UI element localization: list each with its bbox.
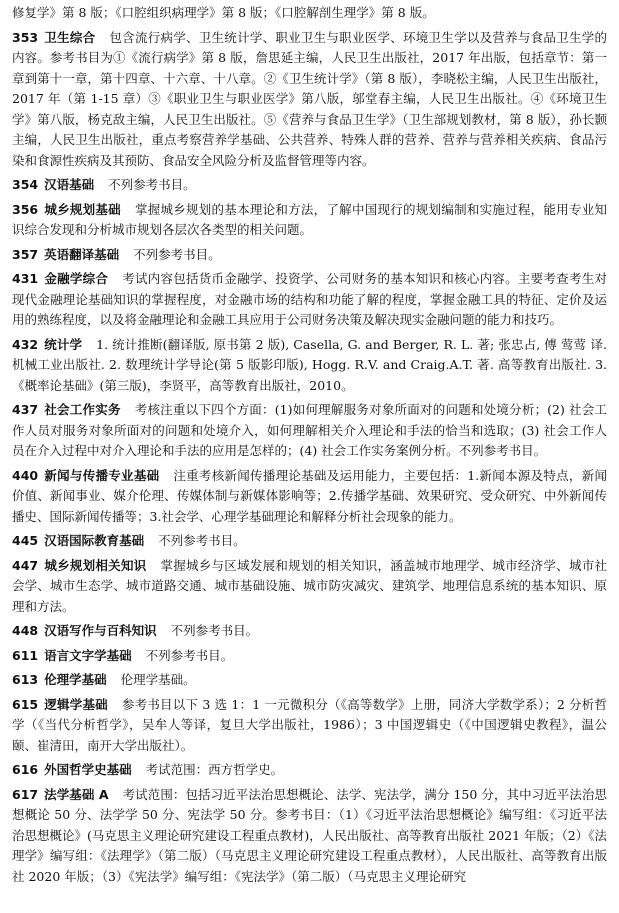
subject-description: 考试范围：西方哲学史。 (145, 762, 284, 777)
subject-name: 汉语写作与百科知识 (44, 623, 157, 638)
subject-name: 新闻与传播专业基础 (44, 467, 160, 483)
subject-description: 1. 统计推断(翻译版, 原书第 2 版), Casella, G. and Berger, R. L. 著; 张忠占, 傅 莺莺 译. 机械工业出版社. 2. 数理统计学导论(第 5 版影印版), Hogg. R.V. and Craig.A.T. 著. 高等教育出版社. 3.《概率论基础》(第三版)，李贤平，高等教育出版社，2010。 (12, 336, 607, 393)
subject-entry (12, 785, 607, 888)
subject-code: 431 (12, 271, 39, 286)
subject-description: 伦理学基础。 (120, 672, 196, 687)
subject-entry (12, 670, 607, 691)
subject-code: 445 (12, 533, 39, 548)
subject-name: 法学基础 A (44, 786, 109, 802)
subject-name: 统计学 (44, 336, 83, 352)
subject-entry (12, 466, 607, 528)
subject-entry (12, 646, 607, 667)
subject-code: 440 (12, 467, 39, 483)
subject-description: 包含流行病学、卫生统计学、职业卫生与职业医学、环境卫生学以及营养与食品卫生学的内容。参考书目为①《流行病学》第 8 版，詹思延主编，人民卫生出版社，2017 年出版，包括章节：第一章到第十一章，第十四章、十六章、十八章。②《卫生统计学》（第 8 版），李晓松主编，人民卫生出版社，2017 年（第 1-15 章）③《职业卫生与职业医学》第八版，邬堂春主编，人民卫生出版社。④《环境卫生学》第八版，杨克敌主编，人民卫生出版社。⑤《营养与食品卫生学》（卫生部规划教材，第 8 版），孙长颢主编，人民卫生出版社，重点考察营养学基础、公共营养、特殊人群的营养、营养与营养相关疾病、食品污染和食源性疾病及其预防、食品安全风险分析及监督管理等内容。 (12, 29, 607, 168)
subject-name: 金融学综合 (44, 271, 109, 286)
subject-code: 354 (12, 177, 39, 192)
subject-entry (12, 621, 607, 642)
subject-name: 语言文字学基础 (44, 647, 132, 663)
subject-code: 356 (12, 201, 39, 217)
subject-description: 参考书目以下 3 选 1：1 一元微积分（《高等数学》上册，同济大学数学系）；2 分析哲学（《当代分析哲学》，吴牟人等译，复旦大学出版社，1986）；3 中国逻辑史（《中国逻辑史教程》，温公颐、崔清田，南开大学出版社）。 (12, 696, 607, 753)
subject-code: 448 (12, 623, 39, 638)
subject-entry (12, 400, 607, 462)
subject-entry (12, 556, 607, 618)
subject-entry (12, 245, 607, 266)
subject-entry (12, 175, 607, 196)
subject-entry (12, 760, 607, 781)
subject-name: 汉语国际教育基础 (44, 533, 145, 548)
subject-description: 考核注重以下四个方面：(1)如何理解服务对象所面对的问题和处境分析；(2) 社会工作人员对服务对象所面对的问题和处境介入，如何理解相关介入理论和手法的恰当和选取；(3) 社会工作人员在介入过程中对介入理论和手法的应用是怎样的；(4) 社会工作实务案例分析。不列参考书目。 (12, 402, 607, 458)
subject-name: 外国哲学史基础 (44, 762, 132, 777)
subject-code: 357 (12, 246, 39, 262)
subject-code: 617 (12, 786, 39, 802)
subject-list (12, 28, 607, 888)
subject-description: 不列参考书目。 (108, 177, 196, 192)
subject-entry (12, 335, 607, 397)
subject-code: 615 (12, 696, 39, 712)
subject-name: 社会工作实务 (44, 402, 121, 417)
subject-code: 447 (12, 557, 39, 573)
subject-description: 掌握城乡与区域发展和规划的相关知识，涵盖城市地理学、城市经济学、城市社会学、城市生态学、城市道路交通、城市基础设施、城市防灾减灾、建筑学、地理信息系统的基本知识、原理和方法。 (12, 557, 607, 614)
subject-name: 英语翻译基础 (44, 246, 120, 262)
subject-name: 逻辑学基础 (44, 696, 108, 712)
subject-code: 611 (12, 647, 39, 663)
subject-name: 卫生综合 (44, 29, 96, 45)
subject-description: 不列参考书目。 (145, 647, 234, 663)
subject-name: 城乡规划相关知识 (44, 557, 147, 573)
subject-description: 考试范围：包括习近平法治思想概论、法学、宪法学，满分 150 分，其中习近平法治思想概论 50 分、法学学 50 分、宪法学 50 分。参考书目：（1）《习近平法治思想概论》编写组：《习近平法治思想概论》(马克思主义理论研究建设工程重点教材)，人民出版社、高等教育出版社 2021 年版；（2）《法理学》编写组：《法理学》（第二版）（马克思主义理论研究建设工程重点教材），人民出版社、高等教育出版社 2020 年版；（3）《宪法学》编写组：《宪法学》（第二版）（马克思主义理论研究 (12, 786, 607, 884)
subject-description: 不列参考书目。 (158, 533, 246, 548)
subject-code: 437 (12, 402, 39, 417)
subject-entry (12, 269, 607, 331)
subject-entry (12, 200, 607, 241)
subject-description: 考试内容包括货币金融学、投资学、公司财务的基本知识和核心内容。主要考查考生对现代金融理论基础知识的掌握程度，对金融市场的结构和功能了解的程度，掌握金融工具的特征、定价及运用的熟练程度，以及将金融理论和金融工具应用于公司财务决策及解决现实金融问题的能力和技巧。 (12, 271, 607, 327)
subject-description: 掌握城乡规划的基本理论和方法，了解中国现行的规划编制和实施过程，能用专业知识综合发现和分析城市规划各层次各类型的相关问题。 (12, 201, 607, 237)
subject-code: 353 (12, 29, 39, 45)
subject-entry (12, 531, 607, 552)
subject-code: 613 (12, 672, 39, 687)
continuation-paragraph: 修复学》第 8 版；《口腔组织病理学》第 8 版；《口腔解剖生理学》第 8 版。 (12, 5, 435, 20)
subject-description: 不列参考书目。 (170, 623, 259, 638)
subject-name: 伦理学基础 (44, 672, 107, 687)
subject-name: 汉语基础 (44, 177, 95, 192)
subject-description: 注重考核新闻传播理论基础及运用能力，主要包括：1.新闻本源及特点，新闻价值、新闻事业、媒介伦理、传媒体制与新媒体影响等；2.传播学基础、效果研究、受众研究、中外新闻传播史、国际新闻传播等；3.社会学、心理学基础理论和解释分析社会现象的能力。 (12, 467, 607, 524)
subject-name: 城乡规划基础 (44, 201, 121, 217)
subject-entry (12, 28, 607, 172)
subject-description: 不列参考书目。 (133, 246, 221, 262)
subject-entry (12, 695, 607, 757)
subject-code: 616 (12, 762, 39, 777)
subject-code: 432 (12, 336, 39, 352)
